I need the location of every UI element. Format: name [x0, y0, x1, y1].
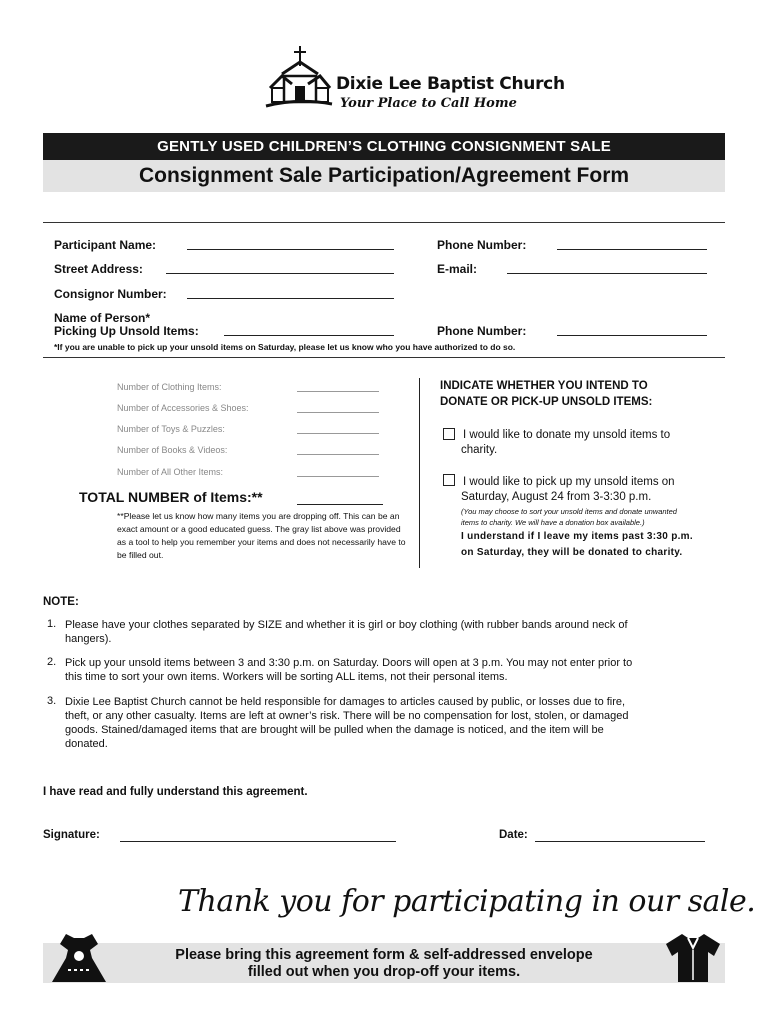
sale-title-banner: GENTLY USED CHILDREN’S CLOTHING CONSIGNMENT SALE	[43, 133, 725, 160]
pickup-footnote: *If you are unable to pick up your unsold items on Saturday, please let us know who you have authorized to do so.	[54, 342, 516, 352]
reminder-line-1: Please bring this agreement form & self-addressed envelope	[175, 947, 593, 963]
pickup-option-line-1: I would like to pick up my unsold items on	[463, 476, 675, 488]
note-number-3: 3.	[47, 695, 57, 707]
note-item-3	[65, 695, 730, 751]
count-label-books: Number of Books & Videos:	[117, 445, 228, 455]
phone-number-label: Phone Number:	[437, 238, 527, 252]
count-field-toys[interactable]	[297, 424, 379, 434]
donate-option-line-1: I would like to donate my unsold items to	[463, 429, 671, 441]
thank-you-script: Thank you for participating in our sale.	[178, 884, 756, 919]
note-3-line-1: Dixie Lee Baptist Church cannot be held responsible for damages to articles caused by public, or losses due to fire,	[65, 696, 626, 708]
understand-line-2: on Saturday, they will be donated to charity.	[461, 547, 683, 558]
consignor-number-field[interactable]	[187, 286, 394, 299]
agreement-statement: I have read and fully understand this agreement.	[43, 786, 308, 798]
pickup-phone-field[interactable]	[557, 323, 707, 336]
dropoff-reminder-banner	[43, 943, 725, 983]
count-field-books[interactable]	[297, 445, 379, 455]
note-1-line-2: hangers).	[65, 633, 112, 645]
dress-icon	[48, 930, 110, 988]
indicate-title-line-1: INDICATE WHETHER YOU INTEND TO	[440, 380, 648, 392]
name-of-person-label: Name of Person*	[54, 311, 151, 325]
date-label: Date:	[499, 829, 528, 841]
count-field-accessories[interactable]	[297, 403, 379, 413]
phone-number-field[interactable]	[557, 237, 707, 250]
pickup-person-field[interactable]	[224, 323, 394, 336]
donate-checkbox[interactable]	[443, 428, 455, 440]
pickup-note-line-2: items to charity. We will have a donation box available.)	[461, 518, 645, 527]
total-items-field[interactable]	[297, 490, 383, 505]
participant-name-label: Participant Name:	[54, 238, 157, 252]
shirt-icon	[664, 930, 722, 986]
street-address-field[interactable]	[166, 261, 394, 274]
total-items-note: **Please let us know how many items you are dropping off. This can be an exact amount or a good educated guess. The gray list above was provided as a tool to help you remember your items and does not necessarily have to be filled out.	[117, 511, 406, 560]
donate-option-line-2: charity.	[461, 444, 498, 456]
pickup-note-line-1: (You may choose to sort your unsold items and donate unwanted	[461, 507, 677, 516]
note-number-2: 2.	[47, 656, 57, 668]
indicate-title-line-2: DONATE OR PICK-UP UNSOLD ITEMS:	[440, 396, 653, 408]
note-title: NOTE:	[43, 596, 79, 608]
note-item-2	[65, 656, 730, 684]
note-number-1: 1.	[47, 618, 57, 630]
understand-line-1: I understand if I leave my items past 3:30 p.m.	[461, 531, 693, 542]
note-3-line-3: goods. Stained/damaged items that are brought will be pulled when the damage is noticed, and the item will be	[65, 724, 604, 736]
note-3-line-4: donated.	[65, 738, 108, 750]
count-field-clothing[interactable]	[297, 382, 379, 392]
note-2-line-1: Pick up your unsold items between 3 and 3:30 p.m. on Saturday. Doors will open at 3 p.m. You may not enter prior to	[65, 657, 633, 669]
reminder-line-2: filled out when you drop-off your items.	[247, 964, 521, 980]
pickup-phone-label: Phone Number:	[437, 324, 527, 338]
church-tagline: Your Place to Call Home	[340, 96, 517, 111]
picking-up-label: Picking Up Unsold Items:	[54, 324, 199, 338]
participant-name-field[interactable]	[187, 237, 394, 250]
signature-field[interactable]	[120, 829, 396, 842]
signature-label: Signature:	[43, 829, 100, 841]
email-field[interactable]	[507, 261, 707, 274]
note-2-line-2: this time to sort your own items. Workers will be sorting ALL items, not their personal items.	[65, 671, 508, 683]
count-label-accessories: Number of Accessories & Shoes:	[117, 403, 249, 413]
note-3-line-2: theft, or any other casualty. Items are left at owner’s risk. There will be no compensation for lost, stolen, or damaged	[65, 710, 629, 722]
street-address-label: Street Address:	[54, 262, 143, 276]
email-label: E-mail:	[437, 262, 478, 276]
pickup-option-line-2: Saturday, August 24 from 3-3:30 p.m.	[461, 491, 652, 503]
form-title: Consignment Sale Participation/Agreement Form	[43, 160, 725, 192]
total-items-label: TOTAL NUMBER of Items:**	[79, 489, 263, 505]
count-label-other: Number of All Other Items:	[117, 467, 224, 477]
pickup-checkbox[interactable]	[443, 474, 455, 486]
count-label-toys: Number of Toys & Puzzles:	[117, 424, 225, 434]
date-field[interactable]	[535, 829, 705, 842]
church-logo	[262, 44, 565, 116]
church-name: Dixie Lee Baptist Church	[336, 74, 565, 94]
church-cross-icon	[262, 44, 334, 110]
consignor-number-label: Consignor Number:	[54, 287, 167, 301]
note-item-1	[65, 618, 730, 646]
count-field-other[interactable]	[297, 467, 379, 477]
count-label-clothing: Number of Clothing Items:	[117, 382, 222, 392]
note-1-line-1: Please have your clothes separated by SIZE and whether it is girl or boy clothing (with rubber bands around neck of	[65, 619, 628, 631]
column-divider	[419, 378, 420, 568]
